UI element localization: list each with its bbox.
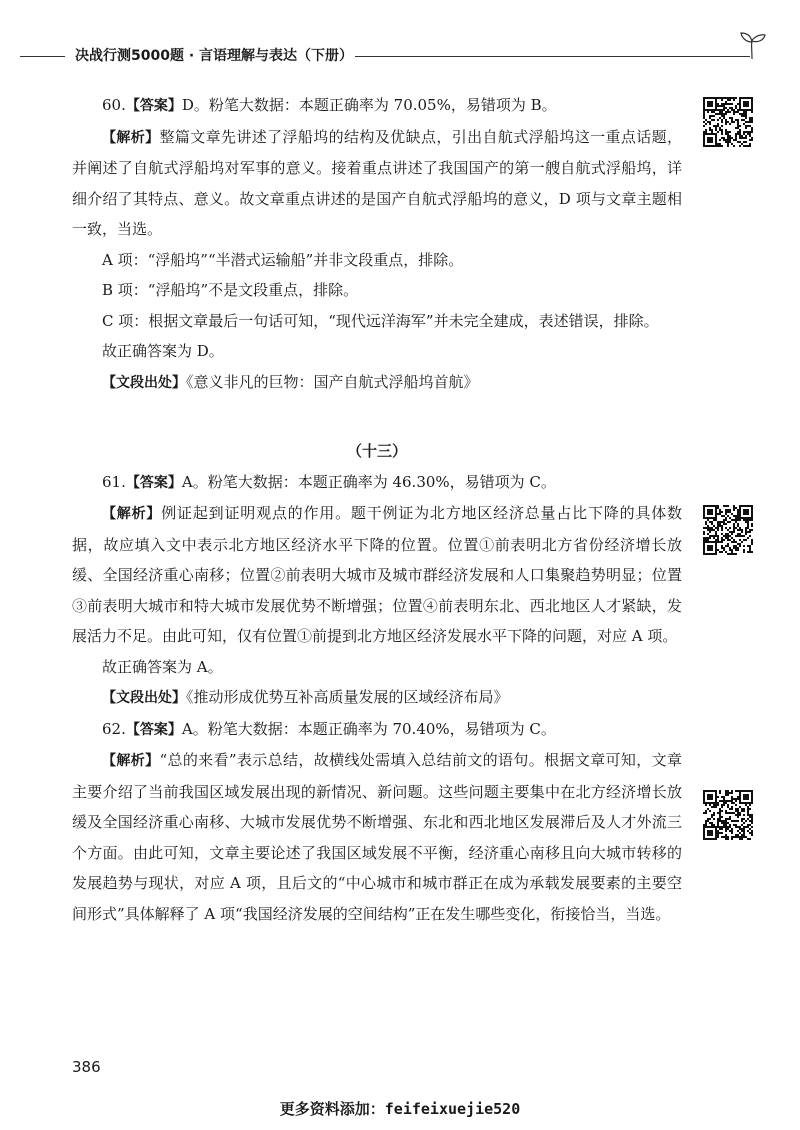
running-header — [20, 42, 760, 70]
analysis-tag: 【解析】 — [102, 506, 162, 522]
section-heading: （十三） — [346, 442, 407, 460]
q60-number: 60. — [102, 96, 126, 114]
q60-option-c: C 项：根据文章最后一句话可知，“现代远洋海军”并未完全建成，表述错误，排除。 — [102, 311, 659, 330]
answer-tag: 【答案】 — [125, 721, 182, 738]
q61-analysis — [72, 498, 682, 652]
q60-analysis-text: 整篇文章先讲述了浮船坞的结构及优缺点，引出自航式浮船坞这一重点话题，并阐述了自航式浮船坞对军事的意义。接着重点讲述了我国国产的第一艘自航式浮船坞，详细介绍了其特点、意义。故文章重点讲述的是国产自航式浮船坞的意义，D 项与文章主题相一致，当选。 — [72, 127, 682, 238]
q61-source-text: 《推动形成优势互补高质量发展的区域经济布局》 — [186, 688, 509, 706]
q62-number: 62. — [102, 719, 126, 738]
q60-answer-text: D。粉笔大数据：本题正确率为 70.05%，易错项为 B。 — [181, 96, 557, 114]
footer-account: feifeixuejie520 — [384, 1100, 521, 1118]
q60-source — [72, 367, 682, 399]
q60-analysis — [72, 122, 682, 245]
q60-option-a: A 项：“浮船坞”“半潜式运输船”并非文段重点，排除。 — [102, 250, 464, 269]
header-rule-right — [355, 56, 750, 57]
q60-conclusion: 故正确答案为 D。 — [102, 342, 224, 360]
q62-answer — [72, 714, 682, 746]
footer-note — [0, 1098, 800, 1119]
q60-source-text: 《意义非凡的巨物：国产自航式浮船坞首航》 — [186, 372, 479, 391]
q61-analysis-text: 例证起到证明观点的作用。题干例证为北方地区经济总量占比下降的具体数据，故应填入文中表示北方地区经济水平下降的位置。位置①前表明北方省份经济增长放缓、全国经济重心南移；位置②前表明大城市及城市群经济发展和人口集聚趋势明显；位置③前表明大城市和特大城市发展优势不断增强；位置④前表明东北、西北地区人才紧缺，发展活力不足。由此可知，仅有位置①前提到北方地区经济发展水平下降的问题，对应 A 项。 — [72, 504, 683, 645]
q62-analysis — [72, 745, 682, 929]
q61-answer-text: A。粉笔大数据：本题正确率为 46.30%，易错项为 C。 — [181, 472, 556, 491]
q60-option-b: B 项：“浮船坞”不是文段重点，排除。 — [102, 281, 359, 299]
q61-answer — [72, 467, 682, 499]
qr-code-icon[interactable] — [703, 505, 753, 555]
q61-source — [72, 682, 682, 714]
qr-code-icon[interactable] — [703, 97, 753, 147]
q62-answer-text: A。粉笔大数据：本题正确率为 70.40%，易错项为 C。 — [181, 719, 556, 738]
answer-tag: 【答案】 — [125, 474, 182, 491]
source-tag: 【文段出处】 — [102, 690, 186, 706]
q62-analysis-text: “总的来看”表示总结，故横线处需填入总结前文的语句。根据文章可知，文章主要介绍了当前我国区域发展出现的新情况、新问题。这些问题主要集中在北方经济增长放缓及全国经济重心南移、大城市发展优势不断增强、东北和西北地区发展滞后及人才外流三个方面。由此可知，文章主要论述了我国区域发展不平衡，经济重心南移且向大城市转移的发展趋势与现状，对应 A 项，且后文的“中心城市和城市群正在成为承载发展要素的主要空间形式”具体解释了 A 项“我国经济发展的空间结构”正在发生哪些变化，衔接恰当，当选。 — [72, 751, 682, 923]
q60-answer — [72, 90, 682, 122]
book-title: 决战行测5000题 · 言语理解与表达（下册） — [75, 48, 354, 64]
sprout-icon — [736, 30, 768, 60]
answer-tag: 【答案】 — [125, 98, 182, 114]
analysis-tag: 【解析】 — [102, 753, 160, 769]
qr-code-icon[interactable] — [703, 790, 753, 840]
analysis-tag: 【解析】 — [102, 129, 160, 146]
page-number: 386 — [72, 1058, 101, 1076]
page-content — [72, 90, 682, 929]
header-rule-left — [20, 56, 65, 57]
footer-prefix: 更多资料添加： — [279, 1100, 385, 1118]
q61-conclusion: 故正确答案为 A。 — [102, 657, 223, 676]
source-tag: 【文段出处】 — [102, 374, 186, 391]
q61-number: 61. — [102, 472, 126, 491]
